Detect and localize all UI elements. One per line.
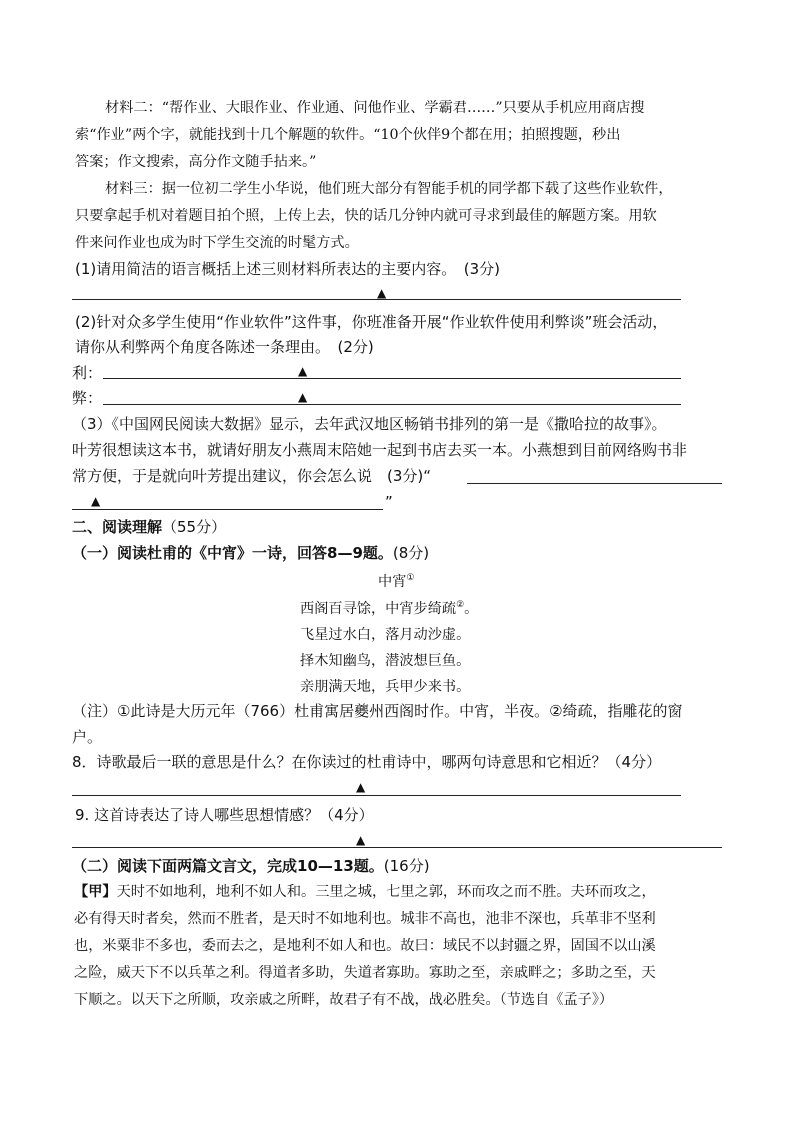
passage-jia-line4: 之险，威天下不以兵革之利。得道者多助，失道者寡助。寡助之至，亲戚畔之；多助之至，天 bbox=[74, 965, 656, 981]
pro-label: 利： bbox=[72, 364, 103, 382]
close-quote: ” bbox=[385, 493, 393, 511]
passage-jia-line2: 必有得天时者矣，然而不胜者，是天时不如地利也。城非不高也，池非不深也，兵革非不坚利 bbox=[74, 911, 656, 927]
annotation-line2: 户。 bbox=[72, 728, 103, 746]
poem-line-1-end: 。 bbox=[464, 601, 479, 617]
passage-jia-label: 【甲】 bbox=[74, 884, 117, 900]
con-label: 弊： bbox=[72, 389, 103, 407]
material3-line2: 只要拿起手机对着题目拍个照，上传上去，快的话几分钟内就可寻求到最佳的解题方案。用软 bbox=[75, 208, 657, 224]
answer-line-q1[interactable] bbox=[72, 299, 681, 300]
part-2-heading bbox=[72, 857, 430, 875]
answer-marker-con: ▲ bbox=[298, 390, 308, 404]
passage-jia-line1-text: 天时不如地利，地利不如人和。三里之城，七里之郭，环而攻之而不胜。夫环而攻之， bbox=[116, 884, 656, 900]
question-3-line2: 叶芳很想读这本书，就请好朋友小燕周末陪她一起到书店去买一本。小燕想到目前网络购书非 bbox=[72, 441, 688, 459]
material2-line2: 索“作业”两个字，就能找到十几个解题的软件。“10个伙伴9个都在用；拍照搜题，秒出 bbox=[75, 127, 621, 143]
poem-line-1-note: ② bbox=[456, 600, 465, 610]
passage-jia-line3: 也，米粟非不多也，委而去之，是地利不如人和也。故曰：域民不以封疆之界，固国不以山溪 bbox=[74, 938, 656, 954]
section-2-title: 二、阅读理解 bbox=[72, 518, 163, 536]
answer-line-pro[interactable] bbox=[103, 378, 681, 379]
material3-line1: 材料三：据一位初二学生小华说，他们班大部分有智能手机的同学都下载了这些作业软件， bbox=[105, 181, 673, 197]
poem-title-text: 中宵 bbox=[378, 574, 407, 590]
question-9: 9. 这首诗表达了诗人哪些思想情感？（4分） bbox=[75, 806, 374, 824]
section-2-score: （55分） bbox=[162, 518, 227, 536]
answer-marker-pro: ▲ bbox=[298, 364, 308, 378]
part-1-heading bbox=[72, 544, 429, 562]
passage-jia-line5: 下顺之。以天下之所顺，攻亲戚之所畔，故君子有不战，战必胜矣。（节选自《孟子》） bbox=[74, 992, 614, 1008]
answer-line-q8[interactable] bbox=[72, 795, 681, 796]
section-2-heading bbox=[72, 518, 226, 536]
question-3-line3: 常方便，于是就向叶芳提出建议，你会怎么说 (3分)“ bbox=[72, 467, 432, 485]
question-8: 8．诗歌最后一联的意思是什么？在你读过的杜甫诗中，哪两句诗意思和它相近？（4分） bbox=[72, 753, 662, 771]
part-1-title: （一）阅读杜甫的《中宵》一诗，回答8—9题。 bbox=[72, 544, 393, 562]
poem-line-4: 亲朋满天地，兵甲少来书。 bbox=[300, 679, 471, 695]
material2-line1: 材料二：“帮作业、大眼作业、作业通、问他作业、学霸君……”只要从手机应用商店搜 bbox=[105, 100, 645, 116]
question-3-line1: （3）《中国网民阅读大数据》显示，去年武汉地区畅销书排列的第一是《撒哈拉的故事》。 bbox=[72, 415, 667, 433]
question-1: (1)请用简洁的语言概括上述三则材料所表达的主要内容。 (3分) bbox=[75, 260, 500, 278]
answer-marker-q1: ▲ bbox=[377, 286, 387, 300]
answer-line-q9[interactable] bbox=[72, 847, 722, 848]
answer-marker-q9: ▲ bbox=[356, 833, 366, 847]
answer-line-q3a[interactable] bbox=[467, 483, 722, 484]
question-2-line2: 请你从利弊两个角度各陈述一条理由。 (2分) bbox=[75, 338, 374, 356]
poem-line-3: 择木知幽鸟，潜波想巨鱼。 bbox=[300, 653, 471, 669]
material2-line3: 答案；作文搜索，高分作文随手拈来。” bbox=[75, 154, 317, 170]
answer-marker-q3: ▲ bbox=[91, 494, 101, 508]
material3-line3: 件来问作业也成为时下学生交流的时髦方式。 bbox=[75, 235, 359, 251]
poem-line-1 bbox=[300, 598, 478, 618]
answer-line-con[interactable] bbox=[103, 404, 681, 405]
part-2-title: （二）阅读下面两篇文言文，完成10—13题。 bbox=[72, 857, 384, 875]
part-1-score: (8分) bbox=[392, 544, 430, 562]
poem-title-note: ① bbox=[406, 573, 415, 583]
answer-line-q3b[interactable] bbox=[72, 509, 383, 510]
poem-title bbox=[378, 571, 414, 591]
poem-line-1-text: 西阁百寻馀，中宵步绮疏 bbox=[300, 601, 457, 617]
annotation-line1: （注）①此诗是大历元年（766）杜甫寓居夔州西阁时作。中宵，半夜。②绮疏，指雕花的窗 bbox=[72, 702, 683, 720]
poem-line-2: 飞星过水白，落月动沙虚。 bbox=[300, 627, 471, 643]
part-2-score: (16分) bbox=[383, 857, 430, 875]
answer-marker-q8: ▲ bbox=[356, 780, 366, 794]
question-2-line1: (2)针对众多学生使用“作业软件”这件事，你班准备开展“作业软件使用利弊谈”班会活动， bbox=[75, 313, 668, 331]
passage-jia-line1 bbox=[74, 884, 656, 901]
